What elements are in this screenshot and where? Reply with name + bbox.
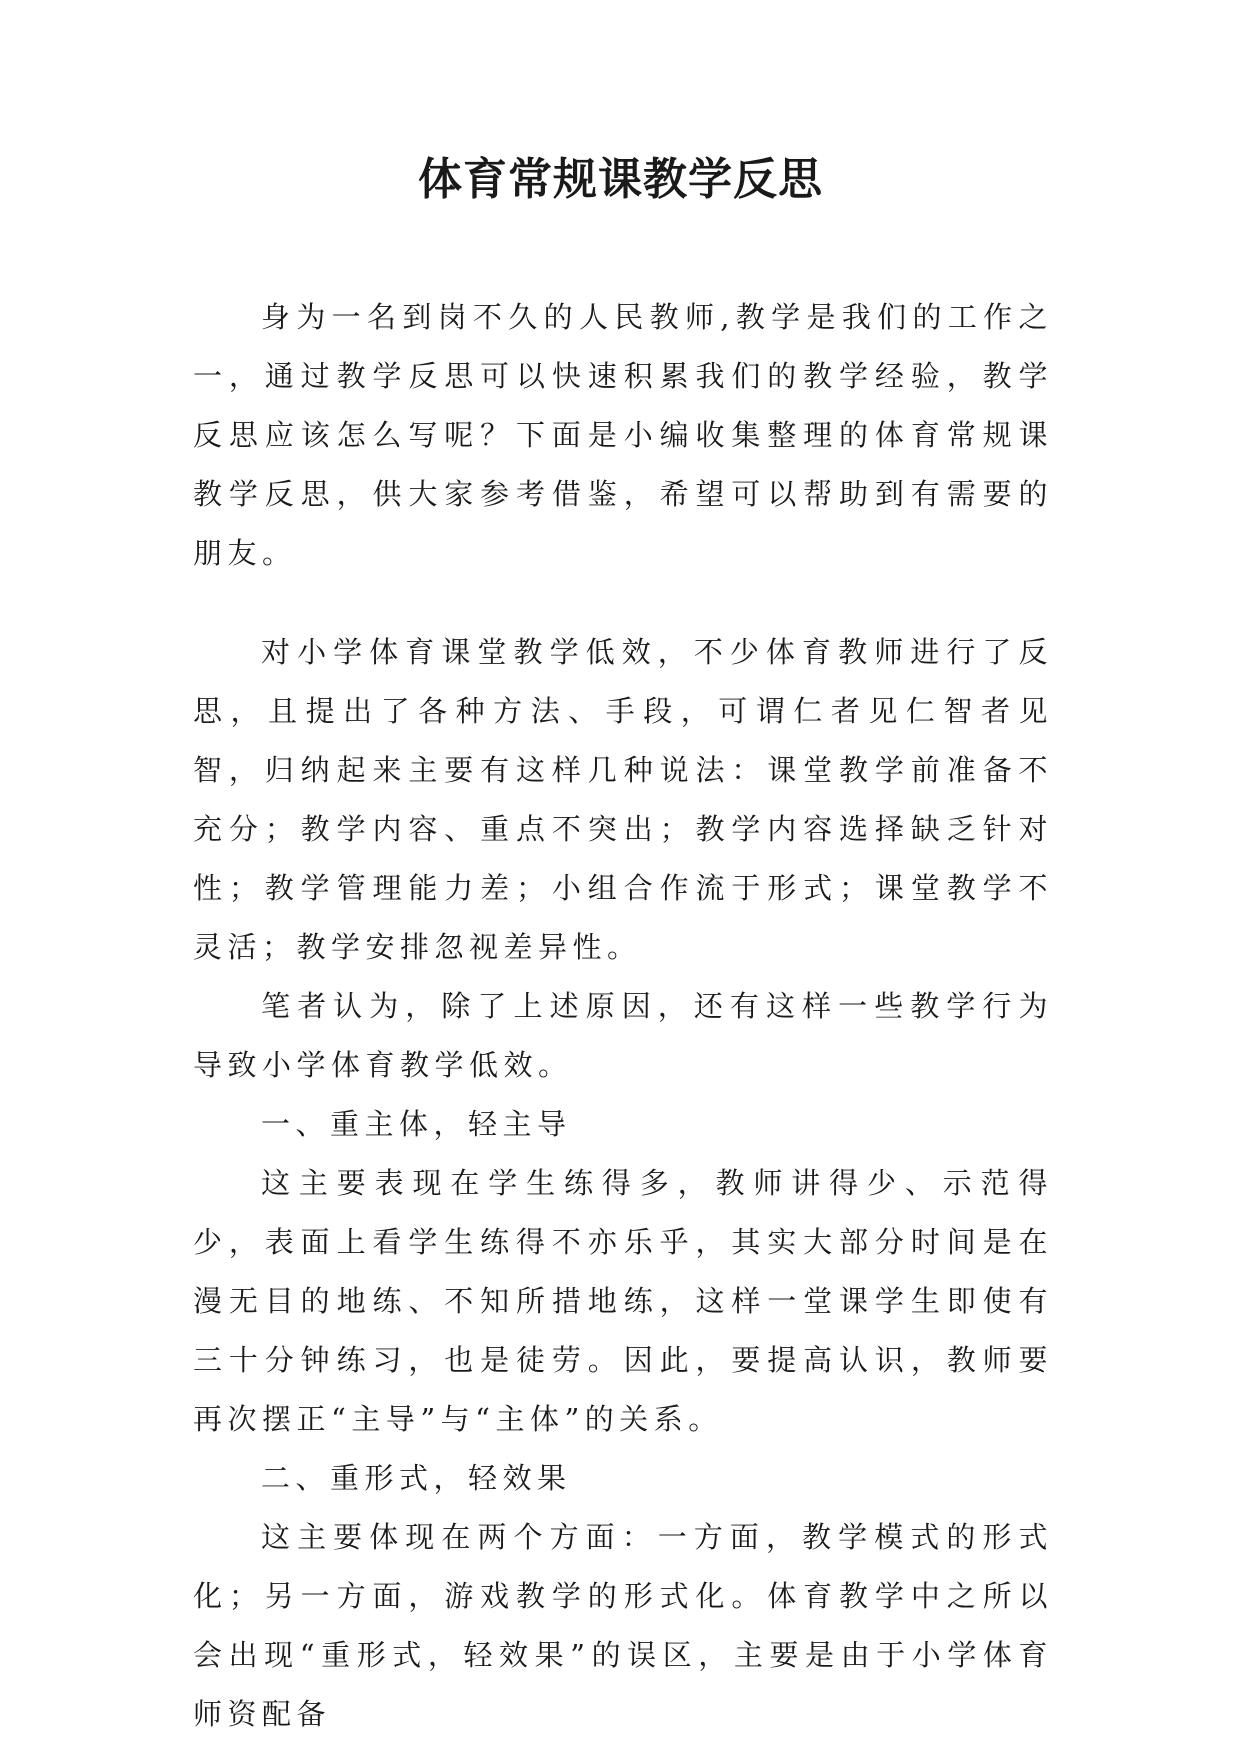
body-paragraph: 对小学体育课堂教学低效，不少体育教师进行了反思，且提出了各种方法、手段，可谓仁者见仁智者见智，归纳起来主要有这样几种说法：课堂教学前准备不充分；教学内容、重点不突出；教学内容选择缺乏针对性；教学管理能力差；小组合作流于形式；课堂教学不灵活；教学安排忽视差异性。 [193, 635, 1053, 964]
section-heading: 一、重主体，轻主导 [261, 1107, 572, 1141]
paragraph-gap [193, 583, 1053, 623]
document-body [193, 288, 1053, 1744]
body-paragraph: 这主要体现在两个方面：一方面，教学模式的形式化；另一方面，游戏教学的形式化。体育教学中之所以会出现“重形式，轻效果”的误区，主要是由于小学体育师资配备 [193, 1520, 1053, 1731]
intro-paragraph: 身为一名到岗不久的人民教师,教学是我们的工作之一，通过教学反思可以快速积累我们的教学经验，教学反思应该怎么写呢？下面是小编收集整理的体育常规课教学反思，供大家参考借鉴，希望可以帮助到有需要的朋友。 [193, 300, 1053, 570]
document-title: 体育常规课教学反思 [418, 154, 823, 205]
section-heading: 二、重形式，轻效果 [261, 1461, 572, 1495]
body-paragraph: 这主要表现在学生练得多，教师讲得少、示范得少，表面上看学生练得不亦乐乎，其实大部分时间是在漫无目的地练、不知所措地练，这样一堂课学生即使有三十分钟练习，也是徒劳。因此，要提高认识，教师要再次摆正“主导”与“主体”的关系。 [193, 1166, 1053, 1436]
body-paragraph: 笔者认为，除了上述原因，还有这样一些教学行为导致小学体育教学低效。 [193, 989, 1053, 1082]
